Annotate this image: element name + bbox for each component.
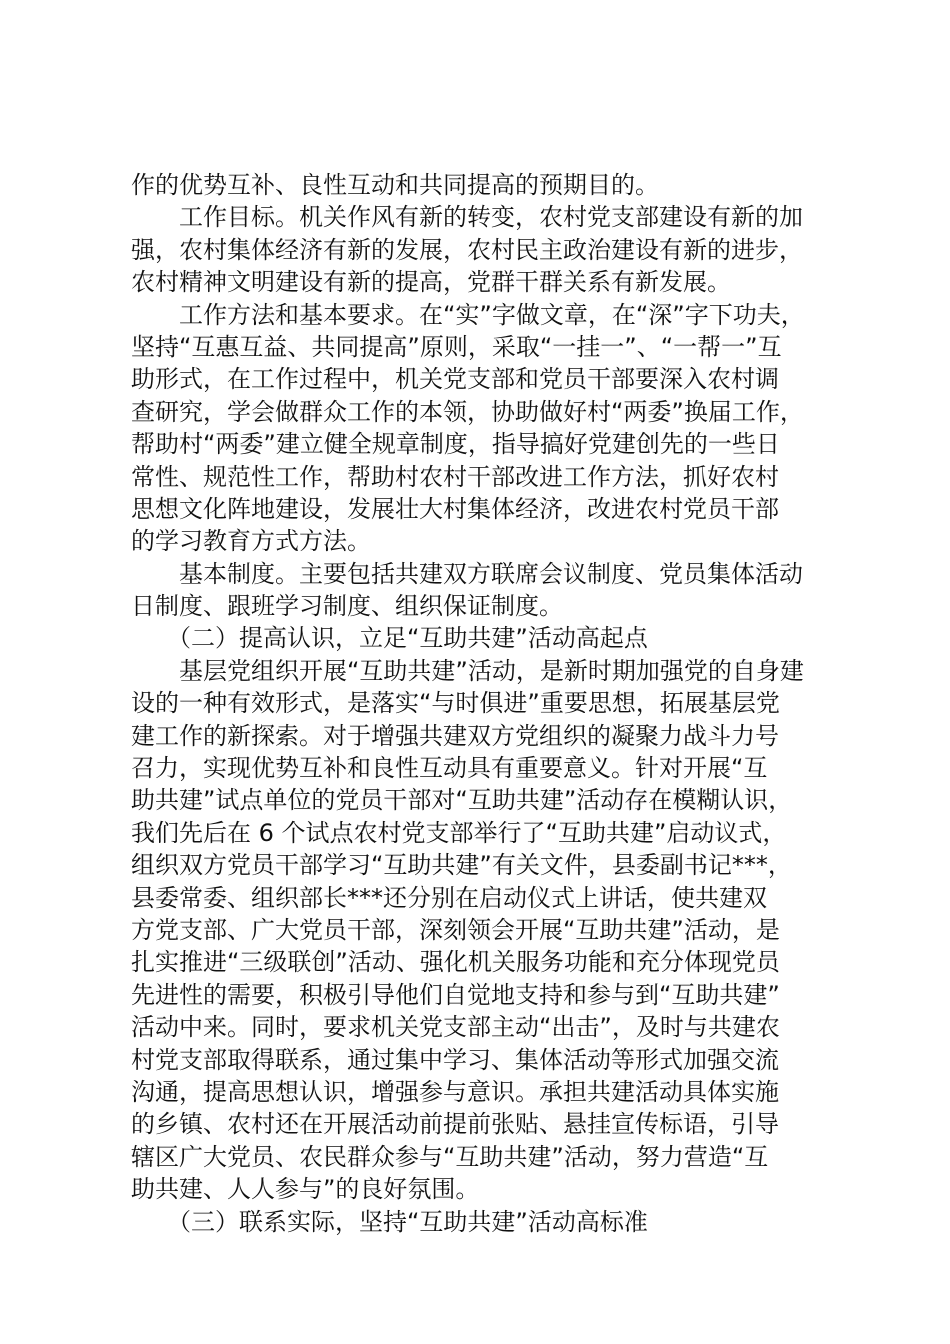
- text-line: 沟通，提高思想认识，增强参与意识。承担共建活动具体实施: [131, 1077, 779, 1106]
- text-line: 县委常委、组织部长***还分别在启动仪式上讲话，使共建双: [131, 883, 767, 912]
- text-line: 日制度、跟班学习制度、组织保证制度。: [131, 592, 563, 621]
- text-line: 助共建”试点单位的党员干部对“互助共建”活动存在模糊认识，: [131, 786, 793, 815]
- text-line: 强，农村集体经济有新的发展，农村民主政治建设有新的进步，: [131, 235, 803, 264]
- text-line: 先进性的需要，积极引导他们自觉地支持和参与到“互助共建”: [131, 980, 780, 1009]
- text-line: 工作方法和基本要求。在“实”字做文章，在“深”字下功夫，: [131, 300, 805, 329]
- text-line: 工作目标。机关作风有新的转变，农村党支部建设有新的加: [131, 203, 803, 232]
- text-line: 查研究，学会做群众工作的本领，协助做好村“两委”换届工作，: [131, 397, 804, 426]
- text-line: 思想文化阵地建设，发展壮大村集体经济，改进农村党员干部: [131, 494, 779, 523]
- text-line: 农村精神文明建设有新的提高，党群干群关系有新发展。: [131, 268, 731, 297]
- text-line: 扎实推进“三级联创”活动、强化机关服务功能和充分体现党员: [131, 948, 780, 977]
- text-line: 基本制度。主要包括共建双方联席会议制度、党员集体活动: [131, 559, 803, 588]
- text-line: 助形式，在工作过程中，机关党支部和党员干部要深入农村调: [131, 365, 779, 394]
- text-line: 召力，实现优势互补和良性互动具有重要意义。针对开展“互: [131, 754, 768, 783]
- text-line: 辖区广大党员、农民群众参与“互助共建”活动，努力营造“互: [131, 1142, 769, 1171]
- document-body: [131, 169, 831, 1238]
- text-line: 基层党组织开展“互助共建”活动，是新时期加强党的自身建: [131, 656, 804, 685]
- section-heading: （三）联系实际，坚持“互助共建”活动高标准: [131, 1207, 648, 1236]
- text-line: 方党支部、广大党员干部，深刻领会开展“互助共建”活动，是: [131, 915, 780, 944]
- text-line: 建工作的新探索。对于增强共建双方党组织的凝聚力战斗力号: [131, 721, 779, 750]
- text-line: 坚持“互惠互益、共同提高”原则，采取“一挂一”、“一帮一”互: [131, 332, 782, 361]
- text-line: 村党支部取得联系，通过集中学习、集体活动等形式加强交流: [131, 1045, 779, 1074]
- text-line: 设的一种有效形式，是落实“与时俱进”重要思想，拓展基层党: [131, 689, 780, 718]
- text-line: 活动中来。同时，要求机关党支部主动“出击”，及时与共建农: [131, 1013, 780, 1042]
- section-heading: （二）提高认识，立足“互助共建”活动高起点: [131, 624, 648, 653]
- text-line: 我们先后在 6 个试点农村党支部举行了“互助共建”启动议式，: [131, 818, 787, 847]
- text-line: 的学习教育方式方法。: [131, 527, 371, 556]
- text-line: 作的优势互补、良性互动和共同提高的预期目的。: [131, 171, 659, 199]
- text-line: 组织双方党员干部学习“互助共建”有关文件，县委副书记***，: [131, 851, 792, 880]
- text-line: 助共建、人人参与”的良好氛围。: [131, 1175, 480, 1204]
- text-line: 帮助村“两委”建立健全规章制度，指导搞好党建创先的一些日: [131, 430, 780, 459]
- text-line: 的乡镇、农村还在开展活动前提前张贴、悬挂宣传标语，引导: [131, 1110, 779, 1139]
- text-line: 常性、规范性工作，帮助村农村干部改进工作方法，抓好农村: [131, 462, 779, 491]
